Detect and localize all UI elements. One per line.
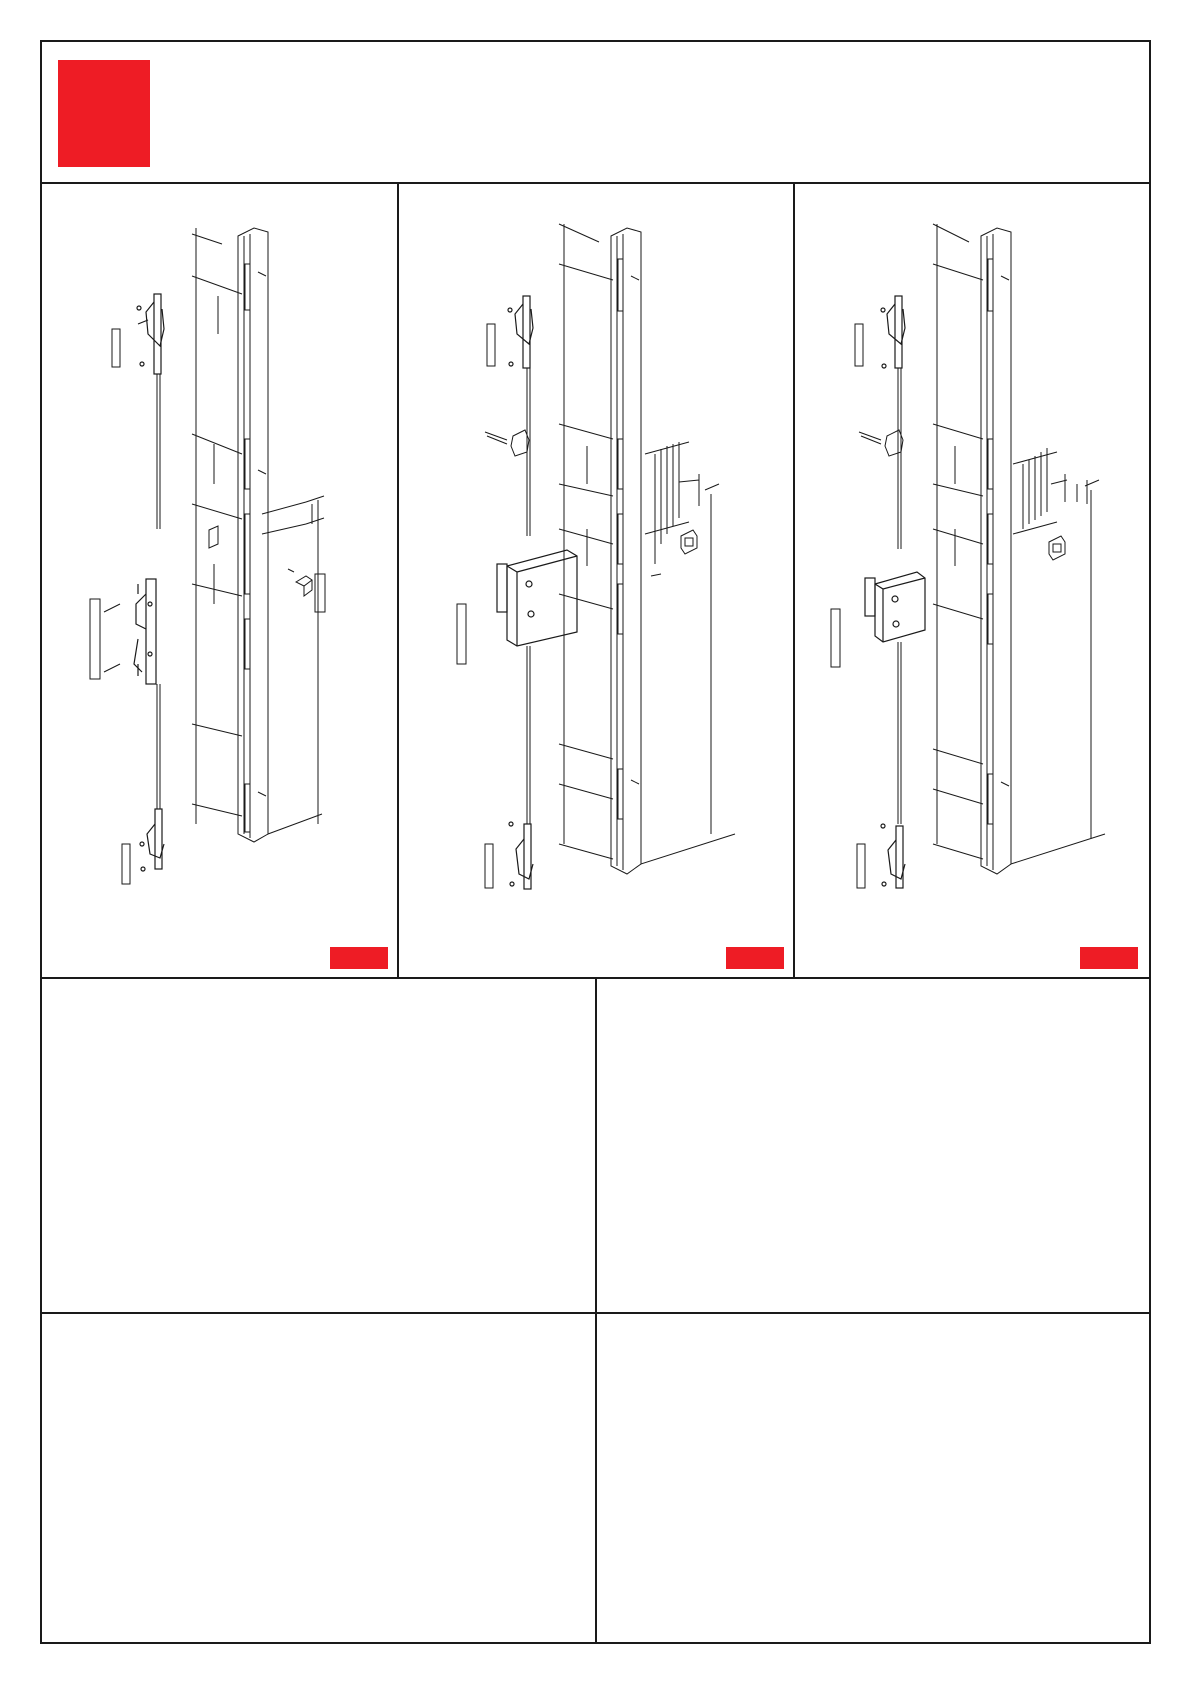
- top-lock-point: [508, 296, 533, 368]
- lower-rod: [527, 646, 530, 824]
- handle-rosette: [485, 430, 529, 456]
- bottom-lock-point: [140, 809, 164, 871]
- keep-slot-mid-upper: [245, 439, 250, 489]
- door-profile-diagram-1: [42, 184, 399, 977]
- mortise-lock-case: [497, 550, 577, 646]
- bottom-lock-point: [881, 824, 905, 888]
- diagram-panels: [42, 184, 1149, 979]
- text-block-4: [597, 1314, 1149, 1642]
- diagram-panel-1: [42, 184, 399, 977]
- euro-cylinder: [288, 569, 325, 612]
- diagram-panel-3: [795, 184, 1149, 977]
- door-profile-diagram-3: [795, 184, 1149, 977]
- central-gearbox: [134, 579, 156, 684]
- keep-slot-mid-lower: [618, 584, 623, 634]
- panel-3-tag: [1080, 947, 1138, 969]
- centre-strike-plate: [457, 604, 466, 664]
- keep-slot-bottom: [245, 784, 250, 832]
- top-strike-plate: [112, 329, 120, 367]
- keep-slot-top: [245, 264, 250, 310]
- door-profile: [238, 228, 268, 842]
- top-strike-plate: [855, 324, 863, 366]
- document-sheet: [40, 40, 1151, 1644]
- centre-keep: [209, 526, 218, 548]
- handle-rosette: [859, 430, 903, 456]
- keep-slot-mid: [988, 514, 993, 564]
- document-header: [42, 42, 1149, 184]
- lower-rod: [157, 684, 160, 809]
- text-block-2: [597, 979, 1149, 1314]
- square-escutcheon: [681, 530, 697, 554]
- text-block-1: [42, 979, 597, 1314]
- brand-logo-square: [58, 60, 150, 167]
- top-lock-point: [137, 294, 164, 374]
- square-escutcheon: [1049, 536, 1065, 560]
- keep-slot-mid-lower: [988, 594, 993, 644]
- bottom-strike-plate: [857, 844, 865, 888]
- top-lock-point: [881, 296, 905, 368]
- keep-slot-top: [988, 259, 993, 311]
- diagram-panel-2: [399, 184, 795, 977]
- door-profile: [611, 228, 641, 874]
- door-profile-diagram-2: [399, 184, 795, 977]
- upper-rod: [898, 368, 901, 549]
- centre-strike-plate: [831, 609, 840, 667]
- keep-slot-mid: [618, 514, 623, 564]
- door-profile: [981, 228, 1011, 874]
- bottom-lock-point: [509, 822, 533, 889]
- keep-slot-mid-upper: [618, 439, 623, 489]
- keep-slot-mid: [245, 514, 250, 594]
- panel-1-tag: [330, 947, 388, 969]
- keep-slot-bottom: [618, 769, 623, 819]
- top-strike-plate: [487, 324, 495, 366]
- centre-strike-plate: [90, 599, 100, 679]
- panel-2-tag: [726, 947, 784, 969]
- mortise-lock-case: [865, 572, 925, 642]
- keep-slot-mid-lower: [245, 619, 250, 669]
- bottom-strike-plate: [122, 844, 130, 884]
- keep-slot-bottom: [988, 774, 993, 824]
- lower-rod: [898, 642, 901, 824]
- upper-rod: [157, 374, 160, 529]
- keep-slot-top: [618, 259, 623, 311]
- text-block-3: [42, 1314, 597, 1642]
- keep-slot-mid-upper: [988, 439, 993, 489]
- bottom-strike-plate: [485, 844, 493, 888]
